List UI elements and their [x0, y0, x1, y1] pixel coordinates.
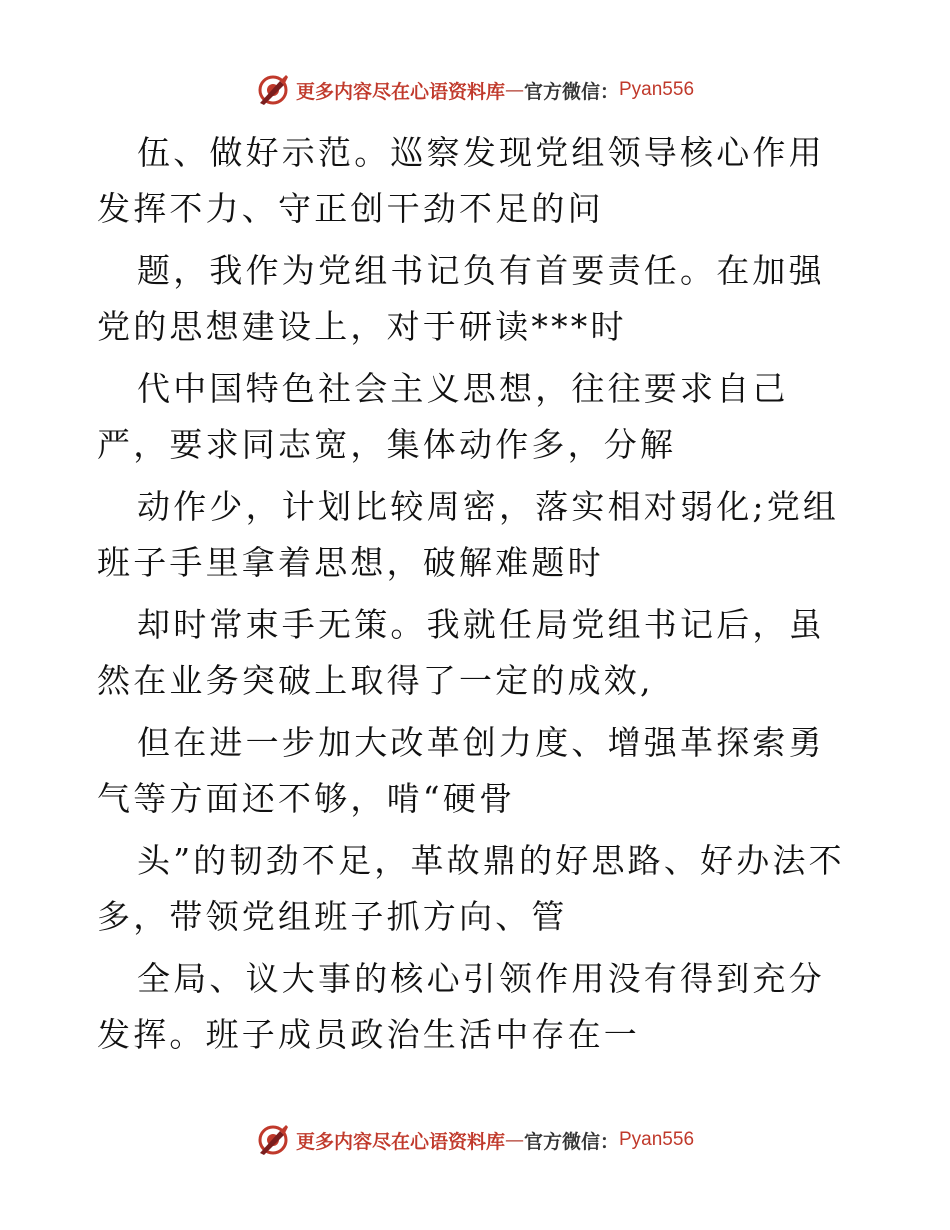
- paragraph-4: 动作少，计划比较周密，落实相对弱化;党组班子手里拿着思想，破解难题时: [97, 487, 840, 582]
- pen-logo-icon: [256, 73, 290, 107]
- banner-separator: —: [504, 1129, 524, 1151]
- banner-wechat-id: Pyan556: [619, 79, 695, 100]
- banner-brand-text: 更多内容尽在心语资料库: [295, 80, 505, 103]
- paragraph-8: 全局、议大事的核心引领作用没有得到充分发挥。班子成员政治生活中存在一: [97, 959, 825, 1054]
- paragraph-6: 但在进一步加大改革创力度、增强革探索勇气等方面还不够，啃“硬骨: [97, 723, 825, 818]
- paragraph-3: 代中国特色社会主义思想，往往要求自己严，要求同志宽，集体动作多，分解: [97, 369, 789, 464]
- banner-separator: —: [504, 79, 524, 101]
- pen-logo-icon: [256, 1123, 290, 1157]
- paragraph-2: 题，我作为党组书记负有首要责任。在加强党的思想建设上，对于研读***时: [97, 251, 825, 346]
- paragraph-7: 头”的韧劲不足，革故鼎的好思路、好办法不多，带领党组班子抓方向、管: [97, 841, 845, 936]
- paragraph-5: 却时常束手无策。我就任局党组书记后，虽然在业务突破上取得了一定的成效,: [97, 605, 825, 700]
- paragraph-1: 伍、做好示范。巡察发现党组领导核心作用发挥不力、守正创干劲不足的问: [97, 133, 825, 228]
- document-body: [97, 125, 857, 1069]
- banner-wechat-label: 官方微信：: [523, 80, 619, 103]
- header-banner: [0, 70, 950, 110]
- footer-banner: [0, 1120, 950, 1160]
- banner-brand-text: 更多内容尽在心语资料库: [295, 1130, 505, 1153]
- banner-wechat-label: 官方微信：: [523, 1130, 619, 1153]
- banner-wechat-id: Pyan556: [619, 1129, 695, 1150]
